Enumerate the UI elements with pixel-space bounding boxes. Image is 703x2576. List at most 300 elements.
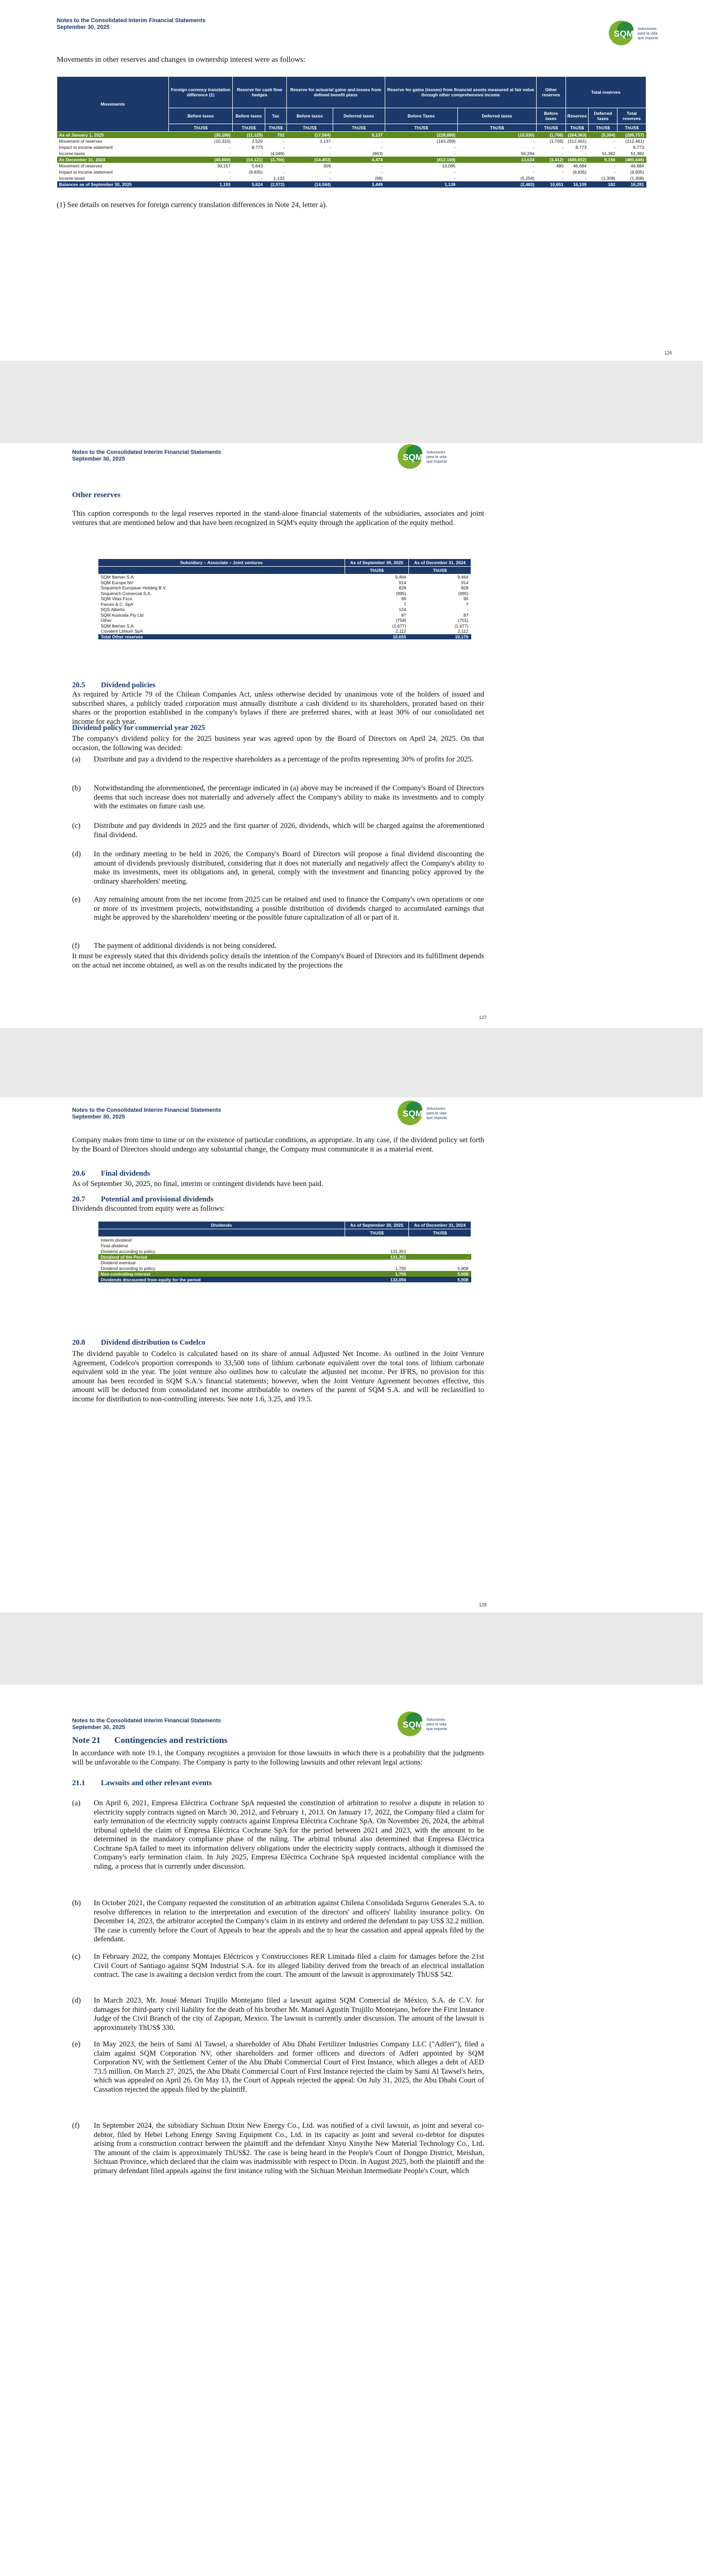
sub-header: Before taxes	[233, 108, 265, 124]
row-label: As of January 1, 2025	[57, 132, 169, 139]
unit-header: ThUS$	[409, 1229, 471, 1237]
table-cell: -	[533, 170, 535, 175]
page-126	[0, 0, 703, 361]
reserves-movement-table	[57, 76, 646, 188]
item-label: (f)	[72, 942, 80, 950]
table-cell: Pavoni & C. SpA	[100, 601, 133, 607]
movements-intro: Movements in other reserves and changes in ownership interest were as follows:	[57, 56, 305, 64]
table-cell: (183,289)	[437, 139, 456, 144]
table-cell: Soquimich European Holding B.V.	[100, 585, 167, 591]
header-title: Notes to the Consolidated Interim Financial Statements	[72, 449, 221, 455]
table-cell: 3,449	[333, 181, 385, 188]
svg-text:que importa: que importa	[426, 459, 447, 464]
table-cell: (1,308)	[630, 176, 644, 181]
table-cell: -	[613, 145, 615, 150]
table-cell: 1,193	[169, 181, 233, 188]
sqm-logo	[397, 1710, 484, 1741]
table-cell: 133,056	[345, 1277, 409, 1282]
section-number: 20.5	[72, 681, 85, 689]
table-cell	[409, 1243, 471, 1248]
table-cell: 914	[399, 580, 406, 585]
table-cell: Soquimich Comercial S.A.	[100, 590, 152, 596]
table-cell: Other	[100, 618, 112, 623]
table-cell	[345, 1237, 409, 1243]
table-cell: 51,382	[602, 151, 615, 156]
table-cell: (17,584)	[286, 132, 333, 139]
item-text: The payment of additional dividends is not being considered.	[94, 942, 277, 950]
svg-text:SQM: SQM	[403, 1720, 423, 1730]
table-cell: (2,572)	[265, 181, 286, 188]
table-cell: 9,464	[395, 574, 406, 580]
dividend-policy-2025-para: The company's dividend policy for the 2025 business year was agreed upon by the Board of Directors on April 24, 2025. On that occasion, the following was decided:	[72, 735, 484, 752]
section-20-5-para: As required by Article 79 of the Chilean Companies Act, unless otherwise decided by unanimous vote of the holders of issued and subscribed shares, a publicly traded corporation must annually distribute a cash dividend to its shareholders, prorated based on their shares or the proportion established in the company's bylaws if there are preferred shares, with at least 30% of our consolidated net income for each year.	[72, 690, 484, 726]
item-label: (b)	[72, 784, 81, 792]
table-cell: 87	[464, 612, 469, 618]
table-cell: 30,157	[217, 163, 231, 168]
list-item	[72, 1953, 484, 1991]
table-cell: -	[381, 145, 383, 150]
page-127	[0, 443, 703, 1028]
col-2025: As of September 30, 2025	[345, 1222, 409, 1229]
grp-actuarial: Reserve for actuarial gains and losses from defined benefit plans	[286, 77, 385, 108]
table-cell: SQM Australia Pty Ltd	[100, 612, 144, 618]
table-cell: 1,132	[273, 176, 285, 181]
svg-text:que importa: que importa	[638, 36, 658, 40]
unit-header: ThUS$	[169, 124, 233, 132]
grp-fx: Foreign currency translation difference (1)	[169, 77, 233, 108]
table-cell: -	[454, 145, 456, 150]
table-cell: -	[467, 1248, 469, 1254]
unit-header: ThUS$	[589, 124, 618, 132]
section-number: 20.6	[72, 1170, 85, 1178]
section-20-6-para: As of September 30, 2025, no final, interim or contingent dividends have been paid.	[72, 1180, 323, 1188]
table-cell: (5,254)	[520, 176, 535, 181]
sub-header: Before taxes	[286, 108, 333, 124]
table-cell: 8,773	[251, 145, 263, 150]
grp-fvoci: Reserve for gains (losses) from financial assets measured at fair value through other comprehensive income	[385, 77, 536, 108]
unit-header: ThUS$	[233, 124, 265, 132]
table-cell: 914	[461, 580, 469, 585]
section-21-1-heading	[72, 1779, 212, 1788]
item-text: Distribute and pay a dividend to the respective shareholders as a percentage of the profits representing 30% of profits for 2025.	[94, 755, 474, 764]
table-cell: (14,453)	[286, 157, 333, 163]
sqm-logo	[397, 1099, 484, 1130]
total-2024: 10,170	[409, 634, 471, 640]
item-text: In September 2024, the subsidiary Sichuan Dixin New Energy Co., Ltd. was notified of a civil lawsuit, as joint and several co-debtor, filed by Hebei Lehong Energy Saving Equipment Co., Ltd. in its capacity as joint and several co-debtor for disputes arising from a construction contract between the plaintiff and the defendant Xinyu Xinyihe New Material Technology Co., Ltd. The amount of the claim is approximately ThUS$2. The case is being heard in the People's Court of Dongpo District, Meishan, Sichuan Province, which declared that the claim was inadmissible with respect to Dixin. In August 2025, both the plaintiff and the primary defendant filed appeals against the first instance ruling with the Sichuan Meishan Intermediate People's Court, which	[94, 2122, 484, 2175]
table-cell: (1,308)	[601, 176, 615, 181]
table-cell: 2,520	[251, 139, 263, 144]
list-item	[72, 850, 484, 888]
item-label: (a)	[72, 755, 81, 764]
table-cell: 5,908	[457, 1265, 469, 1271]
table-row	[98, 602, 471, 607]
row-label: Impact to income statement	[59, 145, 113, 150]
table-cell: 16,291	[618, 181, 646, 188]
table-cell: -	[229, 151, 231, 156]
sub-header: Before taxes	[537, 108, 565, 124]
item-text: In March 2023, Mr. Josué Menari Trujillo Montejano filed a lawsuit against SQM Comercial de México, S.A. de C.V. for damages for third-party civil liability for the death of his brother Mr. Manuel Agustín Trujillo Montejano, before the First Instance Judge of the Civil Branch of the city of Zapopan, Mexico. The lawsuit is currently under discussion. The amount of the lawsuit is approximately ThUS$ 330.	[94, 1996, 484, 2032]
table-cell: 1,705	[345, 1271, 409, 1277]
table-cell: 2,112	[395, 629, 406, 634]
table-cell: (489,802)	[565, 157, 589, 163]
table-cell: -	[283, 139, 285, 144]
table-cell: -	[329, 145, 331, 150]
header-date: September 30, 2025	[72, 1724, 125, 1731]
table-row	[98, 585, 471, 591]
table-cell: 5,908	[409, 1277, 471, 1282]
table-cell: 131,351	[390, 1248, 406, 1254]
unit-header: ThUS$	[265, 124, 286, 132]
sub-header: Before taxes	[169, 108, 233, 124]
table-cell: 131,351	[345, 1254, 409, 1260]
table-cell: 16,109	[565, 181, 589, 188]
item-text: In May 2023, the heirs of Sami Al Tawsel, a shareholder of Abu Dhabi Fertilizer Industries Company LLC ("Adferi"), filed a claim against SQM Corporation NV, other shareholders and former officers and directors of Adferi appointed by SQM Corporation NV, with the Settlement Center of the Abu Dhabi Commercial Court of First Instance, which alleges a debt of AED 73.5 million. On March 27, 2025, the Abu Dhabi Commercial Court of First Instance rejected the claim by Sami Al Tawsel's heirs, which was appealed on April 26. On May 13, the Court of Appeals rejected the appeal. On July 31, 2025, the Abu Dhabi Court of Cassation rejected the appeals filed by the plaintiff.	[94, 2040, 484, 2094]
table-row	[57, 181, 646, 188]
note-21-heading	[72, 1735, 228, 1745]
header-title: Notes to the Consolidated Interim Financial Statements	[72, 1107, 221, 1113]
header-date: September 30, 2025	[72, 1114, 125, 1120]
table-cell: (264,363)	[565, 132, 589, 139]
table-row	[98, 596, 471, 602]
table-cell: -	[562, 176, 564, 181]
table-cell	[409, 1260, 471, 1265]
table-row	[57, 132, 646, 139]
item-text: In October 2021, the Company requested the constitution of an arbitration against Chilena Consolidada Seguros Generales S.A. to resolve differences in relation to the interpretation and execution of the directors' and officers' liability insurance policy. On December 14, 2023, the arbitrator accepted the Company's claim in its entirety and ordered the defendant to pay US$ 32.2 million. The case is currently before the Court of Appeals to hear the appeals and the to hear the cassation and appeal appeals filed by the defendant.	[94, 1899, 485, 1943]
sqm-logo	[608, 20, 695, 50]
section-title: Final dividends	[101, 1170, 150, 1178]
section-title: Dividend distribution to Codelco	[101, 1338, 205, 1347]
list-item	[72, 1799, 484, 1892]
table-cell: (3,412)	[537, 157, 565, 163]
sub-header: Deferred taxes	[589, 108, 618, 124]
table-cell: -	[381, 170, 383, 175]
table-cell: (9,835)	[630, 170, 644, 175]
table-cell: (4,049)	[270, 151, 285, 156]
table-cell: (15,530)	[457, 132, 536, 139]
section-20-8-heading	[72, 1338, 205, 1347]
table-cell: SQM Europe NV	[100, 580, 133, 585]
list-item	[72, 942, 484, 952]
table-cell: -	[283, 170, 285, 175]
table-row	[98, 1248, 471, 1254]
col-dividends: Dividends	[98, 1222, 345, 1229]
unit-header: ThUS$	[618, 124, 646, 132]
table-cell: 9,464	[457, 574, 469, 580]
table-cell: 480	[556, 163, 564, 168]
table-cell: (212,461)	[568, 139, 587, 144]
item-label: (c)	[72, 1953, 81, 1961]
item-text: Any remaining amount from the net income from 2025 can be retained and used to finance the Company's own operations or one or more of its investment projects, notwithstanding a possible distribution of dividends charged to accumulated earnings that might be approved by the shareholders' meeting or the possible future capitalization of all or part of it.	[94, 895, 484, 922]
table-cell: (1,706)	[550, 139, 564, 144]
row-label: Movement of reserves	[59, 139, 102, 144]
table-row	[98, 623, 471, 629]
table-cell: -	[613, 163, 615, 168]
list-item	[72, 1899, 484, 1946]
sub-header: Deferred taxes	[457, 108, 536, 124]
table-cell: (5,394)	[589, 132, 618, 139]
table-cell: SQS Alberto	[100, 607, 125, 613]
table-cell: (10,310)	[214, 139, 231, 144]
section-title: Potential and provisional dividends	[101, 1195, 214, 1204]
table-cell: (45,669)	[169, 157, 233, 163]
table-cell: Final dividend	[100, 1243, 128, 1248]
table-cell: 2,112	[457, 629, 469, 634]
svg-text:que importa: que importa	[426, 1726, 447, 1731]
unit-header: ThUS$	[345, 567, 409, 574]
table-cell: -	[283, 145, 285, 150]
table-cell: -	[229, 170, 231, 175]
footnote: (1) See details on reserves for foreign currency translation differences in Note 24, letter a).	[57, 201, 328, 209]
note-title: Contingencies and restrictions	[114, 1735, 228, 1745]
unit-header: ThUS$	[385, 124, 457, 132]
table-cell: -	[381, 139, 383, 144]
table-cell: (35,186)	[169, 132, 233, 139]
table-cell: Interim dividend	[100, 1237, 132, 1243]
section-number: 20.8	[72, 1338, 85, 1347]
grp-other: Other reserves	[537, 77, 565, 108]
item-label: (d)	[72, 1996, 81, 2005]
item-label: (e)	[72, 2040, 81, 2048]
sub-header: Deferred taxes	[333, 108, 385, 124]
svg-text:para la vida: para la vida	[638, 31, 658, 36]
table-cell	[409, 1237, 471, 1243]
item-text: In the ordinary meeting to be held in 2026, the Company's Board of Directors will propose a final dividend discounting the amount of dividends previously distributed, considering that it does not materially and negatively affect the Company's ability to make its investments, meet its obligations and, in general, comply with the investment and financing policy approved by the ordinary shareholders' meeting.	[94, 850, 484, 886]
item-label: (b)	[72, 1899, 81, 1907]
table-row	[57, 150, 646, 157]
sub-header: Tax	[265, 108, 286, 124]
item-label: (a)	[72, 1799, 81, 1807]
page-number: 127	[478, 1015, 487, 1020]
table-cell: -	[409, 1254, 471, 1260]
table-cell: (3,766)	[265, 157, 286, 163]
table-cell: (480,646)	[618, 157, 646, 163]
table-cell: -	[562, 145, 564, 150]
table-cell: 3,137	[319, 139, 331, 144]
continued-para: Company makes from time to time or on the existence of particular conditions, as appropriate. In any case, if the dividend policy set forth by the Board of Directors should undergo any substantial change, the Company must communicate it as a material event.	[72, 1136, 484, 1154]
table-row	[98, 580, 471, 586]
table-cell: Covalent Lithium SpA	[100, 629, 143, 634]
item-text: Distribute and pay dividends in 2025 and the first quarter of 2026, dividends, which will be charged against the aforementioned final dividend.	[94, 822, 484, 839]
svg-text:SQM: SQM	[403, 1109, 423, 1118]
item-label: (e)	[72, 895, 81, 904]
item-label: (c)	[72, 822, 81, 830]
table-row	[98, 1271, 471, 1277]
table-cell: 87	[401, 612, 406, 618]
table-cell: (14,121)	[233, 157, 265, 163]
table-cell: (412,169)	[385, 157, 457, 163]
table-cell: 4,474	[333, 157, 385, 163]
table-cell: -	[329, 151, 331, 156]
table-cell: 10,651	[537, 181, 565, 188]
svg-text:para la vida: para la vida	[426, 1111, 447, 1115]
table-row	[98, 1265, 471, 1271]
unit-header: ThUS$	[457, 124, 536, 132]
table-cell: 5,137	[333, 132, 385, 139]
table-cell: 7	[403, 601, 406, 607]
table-cell: 13,534	[457, 157, 536, 163]
section-20-5-heading	[72, 681, 156, 690]
unit-spacer	[98, 1229, 345, 1237]
note-number: Note 21	[72, 1735, 101, 1745]
sub-header: Reserves	[565, 108, 589, 124]
col-movements: Movements	[57, 77, 169, 132]
row-label: Balances as of September 30, 2025	[57, 181, 169, 188]
table-cell: Non-controlling interest	[98, 1271, 345, 1277]
section-20-6-heading	[72, 1170, 150, 1178]
table-cell: -	[283, 163, 285, 168]
table-cell	[345, 1260, 409, 1265]
col-2024: As of December 31, 2024	[409, 1222, 471, 1229]
table-cell: (98)	[375, 176, 383, 181]
table-cell: -	[562, 170, 564, 175]
table-cell: (289,757)	[618, 132, 646, 139]
table-cell: (863)	[372, 151, 383, 156]
svg-text:que importa: que importa	[426, 1115, 447, 1120]
table-row	[98, 618, 471, 623]
table-cell: Dividend according to policy	[100, 1265, 156, 1271]
svg-text:SQM: SQM	[403, 452, 423, 462]
item-text: On April 6, 2021, Empresa Eléctrica Cochrane SpA requested the constitution of arbitration to resolve a dispute in relation to electricity supply contracts signed on March 30, 2012, and February 1, 2013. On January 17, 2022, the Company filed a claim for early termination of the electricity supply contracts against Empresa Eléctrica Cochrane SpA. On November 26, 2024, the arbitral tribunal upheld the claim of Empresa Eléctrica Cochrane SpA for the period between 2021 and 2023, with the amount to be determined in the mandatory compliance phase of the ruling. The arbitral tribunal also determined that Empresa Eléctrica Cochrane SpA failed to meet its information delivery obligations under the electricity supply contracts, although it dismissed the Company's early termination claim. In July 2025, Empresa Eléctrica Cochrane SpA requested incidental compliance with the ruling, a process that is currently under discussion.	[94, 1799, 484, 1871]
table-cell: (9,835)	[572, 170, 587, 175]
table-cell: -	[562, 151, 564, 156]
table-cell: -	[454, 170, 456, 175]
table-cell: -	[585, 176, 587, 181]
table-cell: -	[613, 139, 615, 144]
table-row	[57, 169, 646, 175]
table-row	[57, 138, 646, 144]
table-row	[57, 157, 646, 163]
other-reserves-table-body	[98, 574, 471, 634]
unit-header: ThUS$	[333, 124, 385, 132]
table-cell: 46,684	[630, 163, 644, 168]
table-row	[98, 629, 471, 634]
table-cell: 5,643	[251, 163, 263, 168]
unit-spacer	[98, 567, 345, 574]
section-20-8-para: The dividend payable to Codelco is calculated based on its share of annual Adjusted Net Income. As outlined in the Joint Venture Agreement, Codelco's proportion corresponds to 33,500 tons of lithium carbonate equivalent over the total tons of lithium carbonate equivalent sold in the year. The joint venture also outlines how to calculate the adjusted net income. Per IFRS, no provision for this amount has been recorded in SQM S.A.'s financial statements; however, when the Joint Venture Agreement becomes effective, this amount will be deducted from consolidated net income attributable to owners of the parent of SQM S.A. and will be reclassified to income for distribution to non-controlling interests. See note 1.6, 3.25, and 19.5.	[72, 1350, 484, 1403]
header-date: September 30, 2025	[57, 24, 110, 30]
svg-text:SQM: SQM	[614, 29, 634, 39]
table-cell: -	[533, 163, 535, 168]
table-cell: 1,705	[395, 1265, 406, 1271]
table-row	[98, 613, 471, 618]
table-cell: 828	[399, 585, 406, 591]
table-cell: -	[613, 170, 615, 175]
dividend-policy-2025-heading: Dividend policy for commercial year 2025	[72, 724, 205, 732]
list-item	[72, 784, 484, 813]
section-number: 21.1	[72, 1779, 85, 1787]
page-128	[0, 1097, 703, 1613]
table-cell: Dividend of the Period	[98, 1254, 345, 1260]
table-row	[57, 175, 646, 181]
table-cell: (701)	[458, 618, 469, 623]
table-cell: (1,677)	[454, 623, 469, 629]
table-cell	[345, 1243, 409, 1248]
table-row	[98, 574, 471, 580]
col-2025: As of September 30, 2025	[345, 559, 409, 567]
item-label: (f)	[72, 2122, 80, 2130]
svg-text:Soluciones: Soluciones	[426, 1717, 445, 1722]
table-cell: (1,677)	[392, 623, 406, 629]
table-cell: Dividend according to policy	[100, 1248, 156, 1254]
total-label: Total Other reserves	[98, 634, 345, 640]
table-cell: 124	[399, 607, 406, 613]
header-title: Notes to the Consolidated Interim Financial Statements	[72, 1718, 221, 1724]
table-cell: (228,880)	[385, 132, 457, 139]
table-row	[98, 607, 471, 613]
row-label: Movement of reserves	[59, 163, 102, 168]
table-row	[57, 144, 646, 150]
col-2024: As of December 31, 2024	[409, 559, 471, 567]
table-cell: -	[533, 145, 535, 150]
other-reserves-table	[98, 558, 471, 639]
note-21-intro: In accordance with note 19.1, the Company recognizes a provision for those lawsuits in which there is a probability that the judgments will be unfavorable to the Company. The Company is party to the following lawsuits and other relevant legal actions:	[72, 1749, 484, 1767]
item-text: In February 2022, the company Montajes Eléctricos y Construcciones RER Limitada filed a claim for damages before the 21st Civil Court of Santiago against SQM Industrial S.A. for its alleged liability derived from the breach of an electrical installation contract. The case is awaiting a decision verdict from the court. The amount of the lawsuit is approximately ThUS$ 542.	[94, 1953, 484, 1979]
other-reserves-heading: Other reserves	[72, 491, 121, 499]
table-cell: -	[533, 139, 535, 144]
table-cell: 9,156	[589, 157, 618, 163]
list-item	[72, 895, 484, 934]
table-cell: Dividend eventual	[100, 1260, 136, 1265]
table-row	[57, 163, 646, 169]
table-cell: (9,835)	[249, 170, 263, 175]
table-cell: -	[585, 151, 587, 156]
total-2025: 10,655	[345, 634, 409, 640]
row-label: Impact to income statement	[59, 170, 113, 175]
table-cell: 95	[464, 596, 469, 602]
dividends-table	[98, 1221, 471, 1282]
header-title: Notes to the Consolidated Interim Financial Statements	[57, 18, 206, 24]
table-row	[98, 1243, 471, 1248]
table-cell: 5,908	[409, 1271, 471, 1277]
table-cell: (995)	[458, 590, 469, 596]
reserves-table-body	[57, 132, 646, 188]
table-row	[98, 1237, 471, 1243]
table-cell: 51,382	[630, 151, 644, 156]
table-cell: -	[261, 176, 263, 181]
table-cell: SQM Iberian S.A.	[100, 623, 135, 629]
table-cell: -	[381, 163, 383, 168]
table-cell: -	[229, 145, 231, 150]
list-item	[72, 2040, 484, 2115]
grp-cashflow: Reserve for cash flow hedges	[233, 77, 287, 108]
dividends-table-body	[98, 1237, 471, 1283]
section-title: Dividend policies	[101, 681, 156, 689]
table-cell: SQM Iberian S.A.	[100, 574, 135, 580]
sub-header: Total reserves	[618, 108, 646, 124]
table-cell: 56,294	[521, 151, 535, 156]
table-cell: 1,139	[385, 181, 457, 188]
list-item	[72, 2122, 484, 2188]
table-cell: -	[261, 151, 263, 156]
table-cell: (14,044)	[286, 181, 333, 188]
table-cell: -	[329, 176, 331, 181]
table-row	[98, 1260, 471, 1265]
table-cell: 8,773	[633, 145, 644, 150]
table-cell: 309	[323, 163, 331, 168]
list-item	[72, 1996, 484, 2035]
col-entity: Subsidiary – Associate – Joint ventures	[98, 559, 345, 567]
table-cell: -	[454, 151, 456, 156]
table-cell: 8,773	[575, 145, 587, 150]
header-date: September 30, 2025	[72, 456, 125, 462]
table-cell: 10,095	[442, 163, 456, 168]
row-label: Income taxes	[59, 151, 85, 156]
list-item	[72, 822, 484, 842]
table-cell: (1,706)	[537, 132, 565, 139]
sqm-logo	[397, 443, 484, 474]
svg-text:Soluciones: Soluciones	[426, 450, 445, 454]
svg-text:Soluciones: Soluciones	[638, 26, 657, 31]
